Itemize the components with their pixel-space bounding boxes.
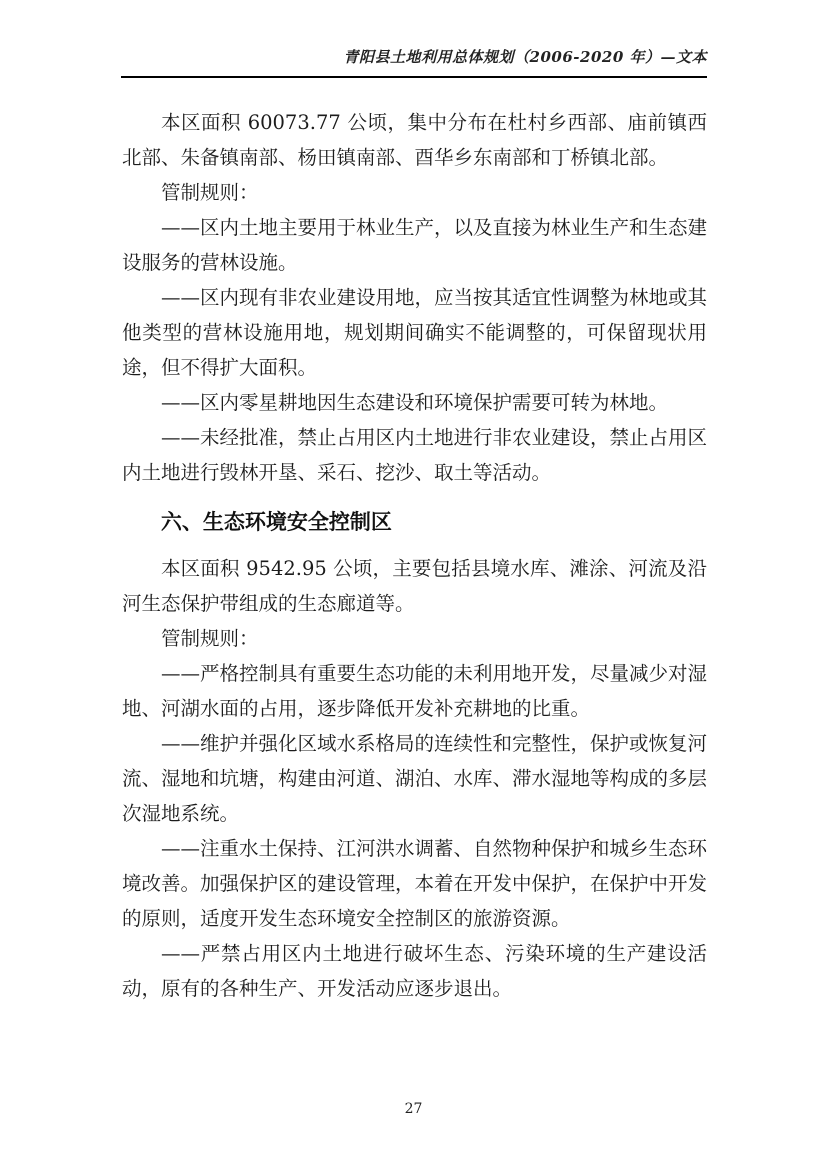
paragraph-area-overview: 本区面积 9542.95 公顷，主要包括县境水库、滩涂、河流及沿河生态保护带组成的生态廊道等。 xyxy=(122,557,707,615)
header-divider-line xyxy=(121,76,707,78)
paragraph-rule-item: ——未经批准，禁止占用区内土地进行非农业建设，禁止占用区内土地进行毁林开垦、采石、挖沙、取土等活动。 xyxy=(122,426,708,484)
paragraph-rule-item: ——区内现有非农业建设用地，应当按其适宜性调整为林地或其他类型的营林设施用地，规划期间确实不能调整的，可保留现状用途，但不得扩大面积。 xyxy=(122,286,708,379)
page-header-title: 青阳县土地利用总体规划（2006-2020 年）—文本 xyxy=(343,48,707,66)
paragraph-rule-item: ——注重水土保持、江河洪水调蓄、自然物种保护和城乡生态环境改善。加强保护区的建设管理，本着在开发中保护，在保护中开发的原则，适度开发生态环境安全控制区的旅游资源。 xyxy=(122,837,708,930)
paragraph-rule-item: ——区内零星耕地因生态建设和环境保护需要可转为林地。 xyxy=(161,391,669,414)
paragraph-rules-label: 管制规则： xyxy=(161,627,259,650)
paragraph-rule-item: ——维护并强化区域水系格局的连续性和完整性，保护或恢复河流、湿地和坑塘，构建由河道、湖泊、水库、滞水湿地等构成的多层次湿地系统。 xyxy=(122,732,708,825)
document-body xyxy=(122,105,707,1006)
paragraph-area-overview: 本区面积 60073.77 公顷，集中分布在杜村乡西部、庙前镇西北部、朱备镇南部、杨田镇南部、酉华乡东南部和丁桥镇北部。 xyxy=(122,111,707,169)
paragraph-rule-item: ——区内土地主要用于林业生产，以及直接为林业生产和生态建设服务的营林设施。 xyxy=(122,216,708,274)
section-heading: 六、生态环境安全控制区 xyxy=(160,510,392,534)
paragraph-rule-item: ——严格控制具有重要生态功能的未利用地开发，尽量减少对湿地、河湖水面的占用，逐步降低开发补充耕地的比重。 xyxy=(122,662,708,720)
paragraph-rule-item: ——严禁占用区内土地进行破坏生态、污染环境的生产建设活动，原有的各种生产、开发活动应逐步退出。 xyxy=(122,942,707,1000)
page-number: 27 xyxy=(404,1101,423,1117)
paragraph-rules-label: 管制规则： xyxy=(161,181,259,204)
